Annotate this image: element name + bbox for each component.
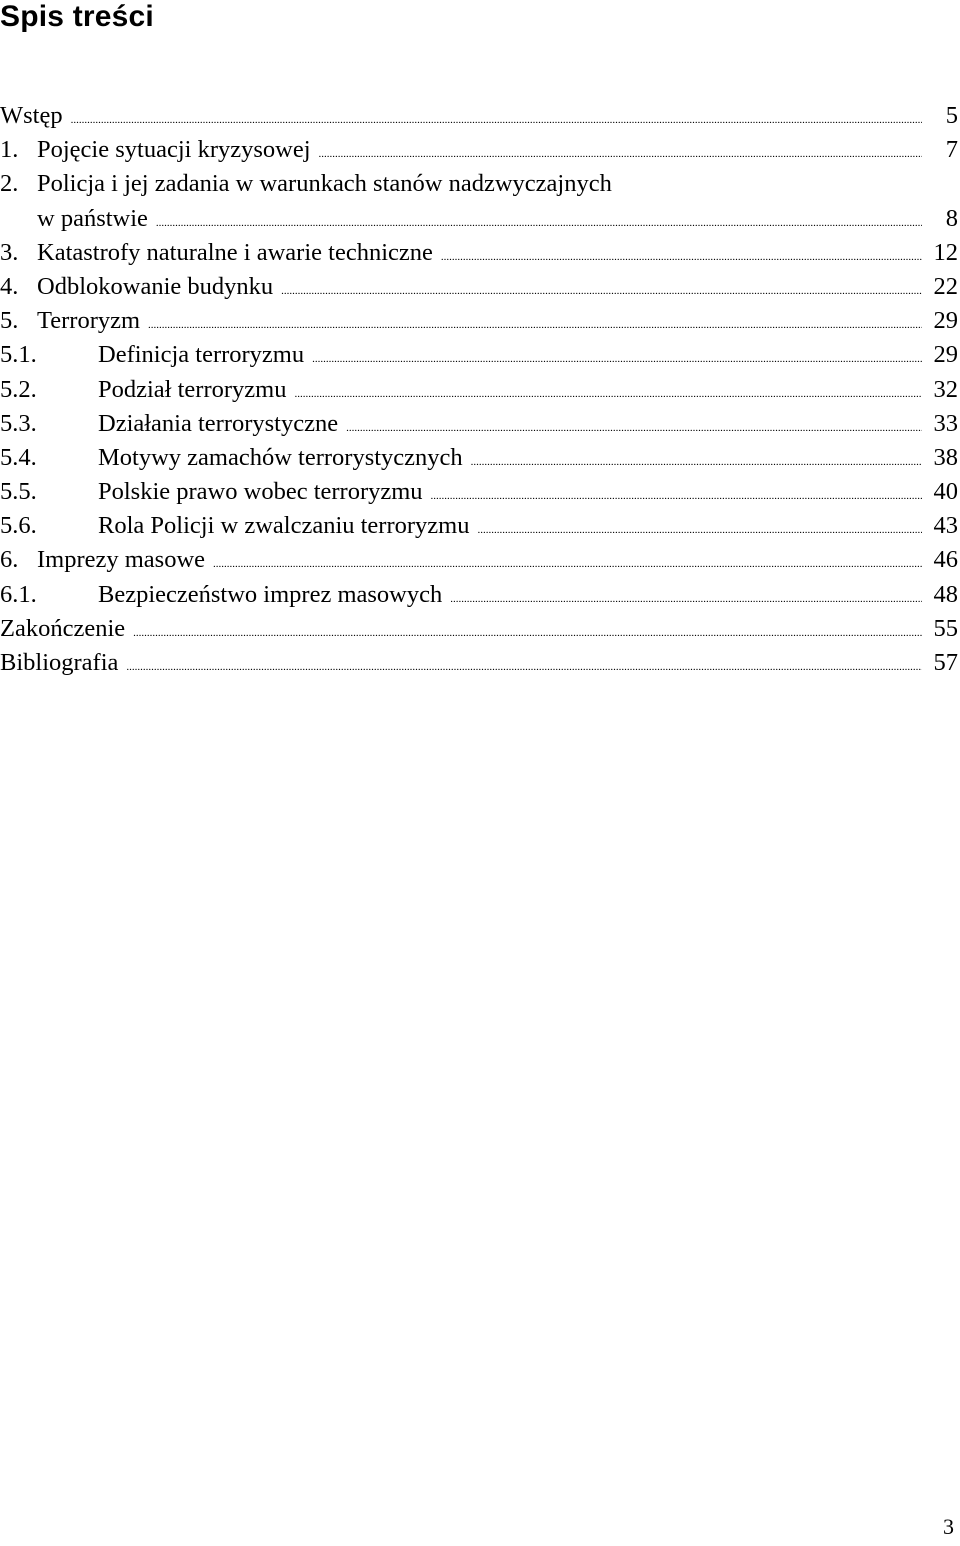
toc-entry-page: 29 (933, 307, 958, 335)
toc-entry-label: Wstęp (0, 102, 63, 129)
toc-entry-number: 3. (0, 238, 19, 266)
toc-entry-label: Pojęcie sytuacji kryzysowej (37, 136, 311, 164)
dot-leader (156, 218, 922, 229)
dot-leader (471, 457, 922, 468)
toc-entry-label: Bezpieczeństwo imprez masowych (98, 580, 443, 608)
toc-entry-3[interactable] (0, 236, 958, 270)
dot-leader (319, 149, 922, 160)
toc-entry-number: 5.5. (0, 478, 37, 506)
toc-entry-number: 5.1. (0, 341, 37, 369)
toc-entry-label: Definicja terroryzmu (98, 341, 305, 369)
dot-leader (148, 320, 922, 331)
dot-leader (441, 252, 922, 263)
toc-entry-label: Odblokowanie budynku (37, 272, 274, 300)
toc-entry-page: 22 (933, 272, 958, 300)
toc-entry-2-continuation[interactable] (0, 202, 958, 236)
toc-entry-page: 48 (933, 580, 958, 608)
toc-entry-5-1[interactable] (0, 338, 958, 372)
toc-entry-label: Polskie prawo wobec terroryzmu (98, 478, 423, 506)
toc-entry-number: 6.1. (0, 580, 37, 608)
toc-entry-number: 5.3. (0, 409, 37, 437)
table-of-contents (0, 99, 958, 680)
toc-entry-5-6[interactable] (0, 509, 958, 543)
toc-entry-number: 5.4. (0, 443, 37, 471)
dot-leader (71, 115, 922, 126)
toc-entry-label: Terroryzm (37, 307, 141, 335)
dot-leader (281, 286, 922, 297)
toc-entry-bibliografia[interactable] (0, 646, 958, 680)
toc-entry-label: Działania terrorystyczne (98, 409, 339, 437)
toc-entry-page: 55 (933, 614, 958, 642)
toc-entry-2[interactable] (0, 167, 958, 201)
toc-entry-page: 33 (933, 409, 958, 437)
toc-entry-number: 2. (0, 170, 19, 198)
toc-entry-number: 6. (0, 546, 19, 574)
toc-entry-5-5[interactable] (0, 475, 958, 509)
dot-leader (477, 525, 922, 536)
dot-leader (294, 389, 922, 400)
dot-leader (431, 491, 922, 502)
dot-leader (213, 559, 922, 570)
toc-entry-number: 1. (0, 136, 19, 164)
toc-entry-4[interactable] (0, 270, 958, 304)
toc-entry-page: 40 (933, 478, 958, 506)
dot-leader (312, 354, 922, 365)
toc-entry-zakonczenie[interactable] (0, 612, 958, 646)
toc-entry-wstep[interactable] (0, 99, 958, 133)
toc-entry-label: Zakończenie (0, 614, 126, 642)
toc-entry-page: 38 (933, 443, 958, 471)
toc-entry-page: 57 (933, 649, 958, 676)
toc-entry-label: Podział terroryzmu (98, 375, 287, 403)
toc-entry-label: Policja i jej zadania w warunkach stanów nadzwyczajnych (37, 170, 612, 198)
toc-entry-5-3[interactable] (0, 407, 958, 441)
toc-entry-page: 7 (945, 136, 958, 164)
toc-entry-label: w państwie (37, 204, 148, 232)
toc-entry-label: Katastrofy naturalne i awarie techniczne (37, 238, 433, 266)
toc-entry-number: 4. (0, 272, 19, 300)
toc-entry-page: 43 (933, 512, 958, 540)
page-title: Spis treści (0, 0, 154, 33)
toc-entry-number: 5. (0, 307, 19, 335)
toc-entry-label: Motywy zamachów terrorystycznych (98, 443, 463, 471)
dot-leader (450, 594, 922, 605)
toc-entry-6[interactable] (0, 543, 958, 577)
toc-entry-page: 12 (933, 238, 958, 266)
dot-leader (126, 662, 922, 673)
toc-entry-page: 5 (945, 102, 958, 129)
toc-entry-5[interactable] (0, 304, 958, 338)
toc-entry-5-2[interactable] (0, 373, 958, 407)
toc-entry-page: 8 (945, 204, 958, 232)
toc-entry-6-1[interactable] (0, 578, 958, 612)
toc-entry-page: 29 (933, 341, 958, 369)
toc-entry-page: 32 (933, 375, 958, 403)
toc-entry-number: 5.2. (0, 375, 37, 403)
toc-entry-5-4[interactable] (0, 441, 958, 475)
toc-entry-1[interactable] (0, 133, 958, 167)
toc-entry-label: Rola Policji w zwalczaniu terroryzmu (98, 512, 470, 540)
toc-entry-number: 5.6. (0, 512, 37, 540)
dot-leader (346, 423, 922, 434)
toc-entry-label: Imprezy masowe (37, 546, 206, 574)
toc-entry-page: 46 (933, 546, 958, 574)
toc-entry-label: Bibliografia (0, 649, 119, 676)
dot-leader (133, 628, 922, 639)
page-number: 3 (943, 1514, 954, 1539)
